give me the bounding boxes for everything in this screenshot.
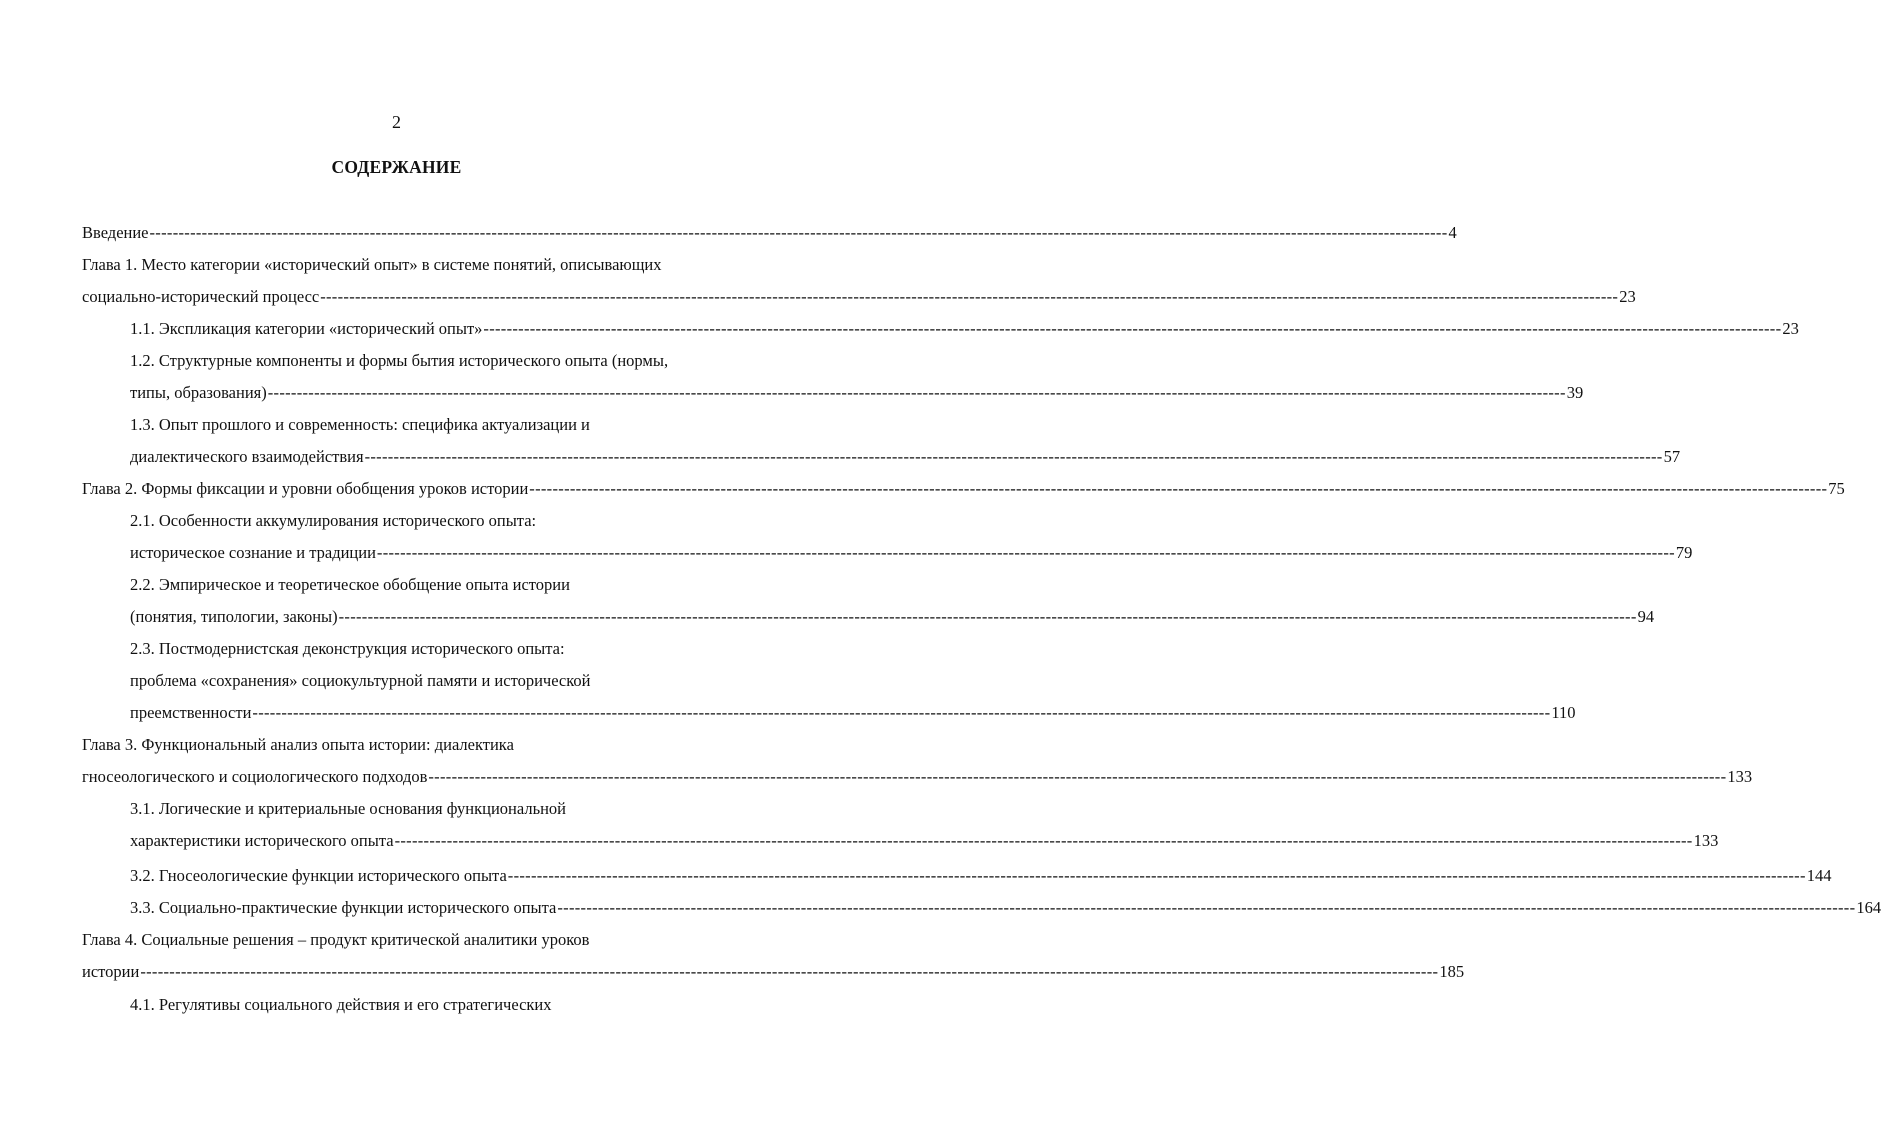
toc-section-1-2-line1: 1.2. Структурные компоненты и формы бытия исторического опыта (нормы, [130, 351, 669, 370]
toc-page-number: 185 [1439, 962, 1465, 981]
toc-chapter-1 [82, 287, 1636, 307]
toc-section-3-1-line1: 3.1. Логические и критериальные основания функциональной [130, 799, 567, 818]
toc-chapter-3-line1: Глава 3. Функциональный анализ опыта истории: диалектика [82, 735, 514, 754]
toc-entry-title: 3.3. Социально-практические функции исторического опыта [130, 898, 557, 917]
dot-leader: -------------------------------------------------------------------------------------------------------------------------------------------------------------------------------------------------------------------------------- [557, 898, 1856, 917]
dot-leader: -------------------------------------------------------------------------------------------------------------------------------------------------------------------------------------------------------------------------------- [529, 479, 1828, 498]
toc-page-number: 110 [1551, 703, 1576, 722]
toc-entry-title: Введение [82, 223, 149, 242]
toc-entry-title: гносеологического и социологического подходов [82, 767, 428, 786]
dot-leader: -------------------------------------------------------------------------------------------------------------------------------------------------------------------------------------------------------------------------------- [252, 703, 1551, 722]
dot-leader: -------------------------------------------------------------------------------------------------------------------------------------------------------------------------------------------------------------------------------- [394, 831, 1693, 850]
dot-leader: -------------------------------------------------------------------------------------------------------------------------------------------------------------------------------------------------------------------------------- [140, 962, 1439, 981]
toc-entry-title: истории [82, 962, 140, 981]
toc-entry-intro [82, 223, 1457, 243]
toc-section-3-2 [130, 866, 1832, 886]
toc-chapter-4 [82, 962, 1465, 982]
toc-section-2-2 [130, 607, 1655, 627]
toc-section-1-3 [130, 447, 1681, 467]
toc-section-2-3-line2: проблема «сохранения» социокультурной памяти и исторической [130, 671, 591, 690]
dot-leader: -------------------------------------------------------------------------------------------------------------------------------------------------------------------------------------------------------------------------------- [376, 543, 1675, 562]
toc-entry-title: диалектического взаимодействия [130, 447, 364, 466]
page-number: 2 [392, 112, 401, 132]
dot-leader: -------------------------------------------------------------------------------------------------------------------------------------------------------------------------------------------------------------------------------- [364, 447, 1663, 466]
toc-page-number: 39 [1566, 383, 1584, 402]
toc-entry-title: Глава 2. Формы фиксации и уровни обобщения уроков истории [82, 479, 529, 498]
toc-section-2-2-line1: 2.2. Эмпирическое и теоретическое обобщение опыта истории [130, 575, 570, 594]
toc-section-2-1 [130, 543, 1693, 563]
dot-leader: -------------------------------------------------------------------------------------------------------------------------------------------------------------------------------------------------------------------------------- [507, 866, 1806, 885]
toc-chapter-1-line1: Глава 1. Место категории «исторический опыт» в системе понятий, описывающих [82, 255, 662, 274]
toc-page-number: 79 [1675, 543, 1693, 562]
toc-section-2-1-line1: 2.1. Особенности аккумулирования исторического опыта: [130, 511, 537, 530]
toc-page-number: 75 [1828, 479, 1845, 498]
toc-section-4-1-line1: 4.1. Регулятивы социального действия и его стратегических [130, 995, 552, 1014]
toc-page-number: 57 [1663, 447, 1681, 466]
toc-entry-title: преемственности [130, 703, 252, 722]
toc-entry-title: социально-исторический процесс [82, 287, 320, 306]
toc-section-1-3-line1: 1.3. Опыт прошлого и современность: специфика актуализации и [130, 415, 590, 434]
toc-section-1-2 [130, 383, 1584, 403]
dot-leader: -------------------------------------------------------------------------------------------------------------------------------------------------------------------------------------------------------------------------------- [338, 607, 1637, 626]
toc-section-2-3-line1: 2.3. Постмодернистская деконструкция исторического опыта: [130, 639, 565, 658]
dot-leader: -------------------------------------------------------------------------------------------------------------------------------------------------------------------------------------------------------------------------------- [428, 767, 1727, 786]
toc-chapter-4-line1: Глава 4. Социальные решения – продукт критической аналитики уроков [82, 930, 590, 949]
toc-chapter-2 [82, 479, 1845, 499]
toc-page-number: 164 [1856, 898, 1881, 917]
dot-leader: -------------------------------------------------------------------------------------------------------------------------------------------------------------------------------------------------------------------------------- [320, 287, 1619, 306]
toc-entry-title: 3.2. Гносеологические функции исторического опыта [130, 866, 507, 885]
toc-section-1-1 [130, 319, 1799, 339]
toc-page-number: 133 [1727, 767, 1753, 786]
toc-page-number: 133 [1693, 831, 1719, 850]
toc-entry-title: типы, образования) [130, 383, 267, 402]
toc-page-number: 4 [1448, 223, 1457, 242]
toc-section-3-3 [130, 898, 1881, 918]
toc-entry-title: историческое сознание и традиции [130, 543, 376, 562]
toc-section-3-1 [130, 831, 1719, 851]
toc-page-number: 23 [1619, 287, 1636, 306]
toc-page-number: 144 [1806, 866, 1832, 885]
toc-page-number: 23 [1782, 319, 1799, 338]
toc-entry-title: 1.1. Экспликация категории «исторический опыт» [130, 319, 483, 338]
dot-leader: -------------------------------------------------------------------------------------------------------------------------------------------------------------------------------------------------------------------------------- [267, 383, 1566, 402]
toc-page-number: 94 [1637, 607, 1655, 626]
toc-section-2-3 [130, 703, 1576, 723]
page-title: СОДЕРЖАНИЕ [331, 157, 462, 177]
dot-leader: -------------------------------------------------------------------------------------------------------------------------------------------------------------------------------------------------------------------------------- [149, 223, 1448, 242]
toc-entry-title: характеристики исторического опыта [130, 831, 394, 850]
toc-chapter-3 [82, 767, 1753, 787]
dot-leader: -------------------------------------------------------------------------------------------------------------------------------------------------------------------------------------------------------------------------------- [483, 319, 1782, 338]
toc-entry-title: (понятия, типологии, законы) [130, 607, 338, 626]
